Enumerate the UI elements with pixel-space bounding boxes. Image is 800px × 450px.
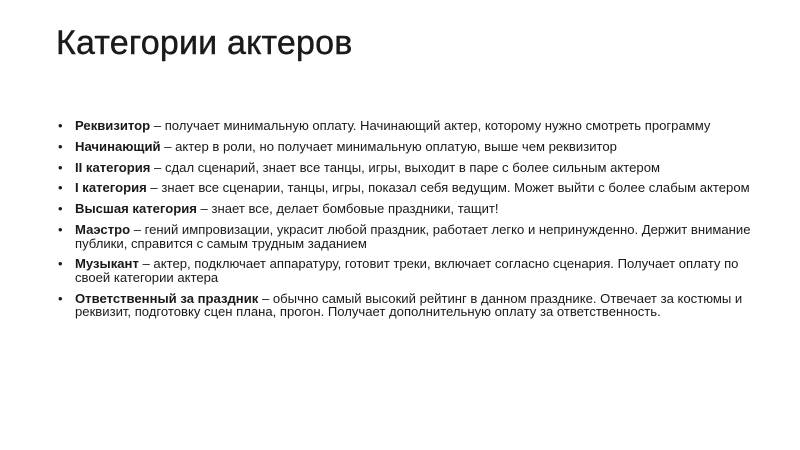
item-term: Ответственный за праздник [75, 290, 259, 306]
bullet-icon: • [58, 201, 63, 217]
bullet-icon: • [58, 221, 63, 237]
item-text: – знает все сценарии, танцы, игры, показал себя ведущим. Может выйти с более слабым актером [146, 180, 750, 196]
item-text: – получает минимальную оплату. Начинающий актер, которому нужно смотреть программу [150, 118, 711, 133]
slide-title: Категории актеров [56, 24, 353, 62]
bullet-icon: • [58, 118, 63, 133]
item-term: Маэстро [75, 221, 131, 237]
bullet-icon: • [58, 159, 63, 175]
list-item-rekvizitor [56, 119, 756, 133]
item-text: – гений импровизации, украсит любой праздник, работает легко и непринужденно. Держит внимание публики, справится с самым трудным заданием [75, 221, 751, 251]
item-term: Музыкант [75, 256, 139, 272]
bullet-icon: • [58, 256, 63, 272]
list-item-category-2 [56, 161, 756, 175]
list-item-responsible [56, 292, 756, 319]
bullet-icon: • [58, 180, 63, 196]
bullet-icon: • [58, 290, 63, 306]
item-text: – сдал сценарий, знает все танцы, игры, выходит в паре с более сильным актером [150, 159, 660, 175]
bullet-icon: • [58, 138, 63, 154]
item-term: II категория [75, 159, 151, 175]
list-item-nachinayushchiy [56, 140, 756, 154]
item-term: Начинающий [75, 138, 161, 154]
item-text: – актер, подключает аппаратуру, готовит треки, включает согласно сценария. Получает оплату по своей категории актера [75, 256, 739, 285]
item-term: I категория [75, 180, 147, 196]
item-text: – актер в роли, но получает минимальную оплатую, выше чем реквизитор [160, 138, 617, 154]
item-text: – обычно самый высокий рейтинг в данном празднике. Отвечает за костюмы и реквизит, подготовку сцен плана, прогон. Получает дополнительную оплату за ответственность. [75, 290, 743, 320]
item-term: Реквизитор [75, 118, 151, 133]
item-text: – знает все, делает бомбовые праздники, тащит! [196, 201, 499, 217]
bullet-list [56, 119, 756, 326]
list-item-category-1 [56, 181, 756, 195]
list-item-highest-category [56, 202, 756, 216]
list-item-maestro [56, 223, 756, 250]
item-term: Высшая категория [75, 201, 197, 217]
list-item-musician [56, 257, 756, 284]
